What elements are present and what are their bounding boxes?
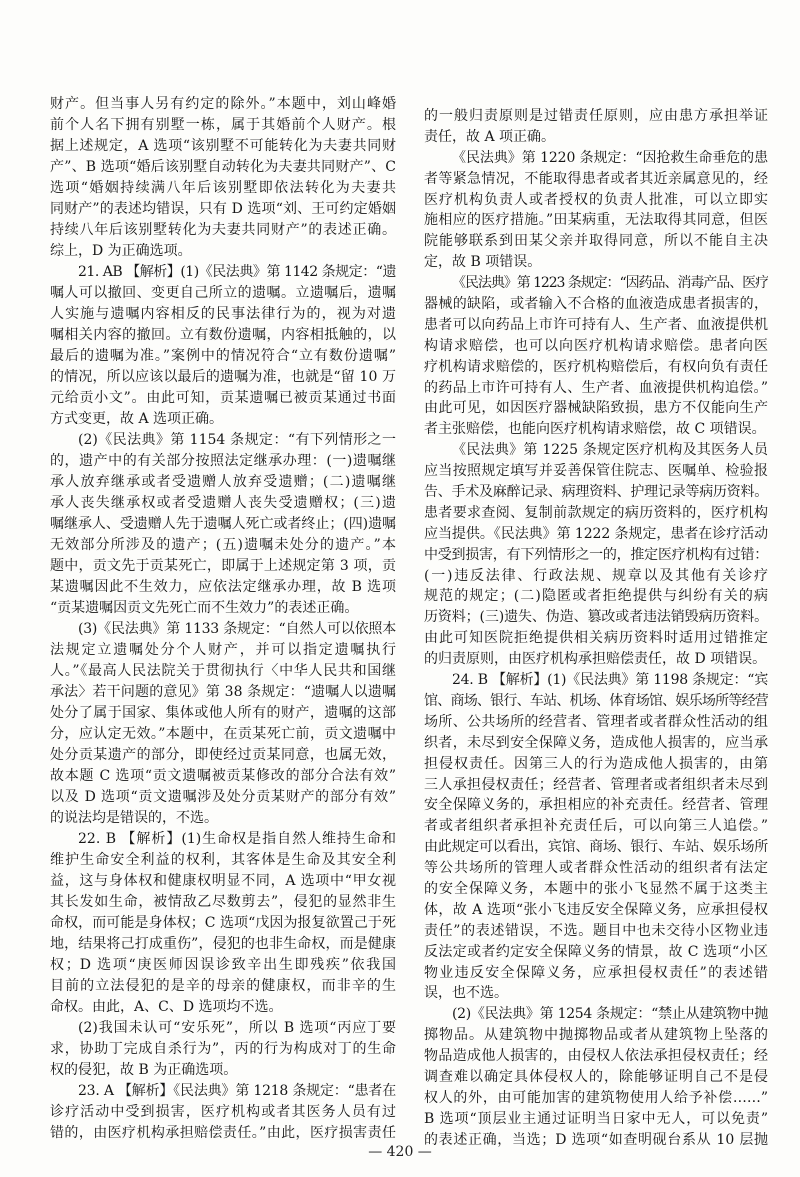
text-line: 规范的规定；(二)隐匿或者拒绝提供与纠纷有关的病 <box>424 588 768 605</box>
text-line: 目前的立法侵犯的是辛的母亲的健康权，而非辛的生 <box>50 978 396 994</box>
text-line: B 选项“顶层业主通过证明当日家中无人，可以免责” <box>424 1110 768 1127</box>
left-column <box>50 94 396 1144</box>
left-paragraph <box>50 829 396 1018</box>
text-line: 者或者组织者承担补充责任后，可以向第三人追偿。” <box>424 818 768 835</box>
text-line: 的归责原则，由医疗机构承担赔偿责任，故 D 项错误。 <box>424 651 767 668</box>
text-line: (一)违反法律、行政法规、规章以及其他有关诊疗 <box>424 567 768 584</box>
text-line: 的一般归责原则是过错责任原则，应由患方承担举证 <box>424 108 768 124</box>
text-line: 的情况，所以应该以最后的遗嘱为准，也就是“留 10 万 <box>50 369 396 385</box>
text-line: 者主张赔偿，也能向医疗机构请求赔偿，故 C 项错误。 <box>424 421 766 438</box>
text-line: 由此规定可以看出，宾馆、商场、银行、车站、娱乐场所 <box>424 839 768 856</box>
text-line: 某遗嘱因此不生效力，应依法定继承办理，故 B 选项 <box>50 579 396 595</box>
text-line: 命权，而可能是身体权；C 选项“戊因为报复欲置己于死 <box>50 915 396 931</box>
text-line: 告、手术及麻醉记录、病理资料、护理记录等病历资料。 <box>424 484 768 501</box>
text-line: 嘱相关内容的撤回。立有数份遗嘱，内容相抵触的，以 <box>50 327 396 343</box>
text-line: 《民法典》第 1223 条规定：“因药品、消毒产品、医疗 <box>452 275 768 292</box>
text-line: 权；D 选项“庚医师因误诊致辛出生即残疾”依我国 <box>50 957 396 973</box>
text-line: 求，协助丁完成自杀行为”，丙的行为构成对丁的生命 <box>50 1041 396 1057</box>
text-line: 历资料；(三)遗失、伪造、篡改或者违法销毁病历资料。 <box>424 609 768 626</box>
text-line: 22. B 【解析】(1)生命权是指自然人维持生命和 <box>78 831 396 847</box>
text-line: 的，遗产中的有关部分按照法定继承办理：(一)遗嘱继 <box>50 453 396 469</box>
text-line: 错的，由医疗机构承担赔偿责任。”由此，医疗损害责任 <box>50 1125 396 1141</box>
text-line: 患者要求查阅、复制前款规定的病历资料的，医疗机构 <box>424 504 768 521</box>
text-line: 嘱继承人、受遗赠人先于遗嘱人死亡或者终止；(四)遗嘱 <box>50 516 396 532</box>
text-line: 误，也不选。 <box>424 985 508 1002</box>
right-paragraph <box>424 1004 768 1150</box>
text-line: 施相应的医疗措施。”田某病重，无法取得其同意，但医 <box>424 212 768 229</box>
text-line: 其长发如生命，被情敌乙尽数剪去”，侵犯的显然非生 <box>50 894 396 910</box>
text-line: (2)我国未认可“安乐死”，所以 B 选项“丙应丁要 <box>78 1020 396 1036</box>
text-line: 体，故 A 选项“张小飞违反安全保障义务，应承担侵权 <box>424 901 768 918</box>
text-line: 命权。由此，A、C、D 选项均不选。 <box>50 999 283 1015</box>
text-line: 同财产”的表述均错误，只有 D 选项“刘、王可约定婚姻 <box>50 201 396 217</box>
left-paragraph <box>50 430 396 619</box>
text-line: 最后的遗嘱为准。”案例中的情况符合“立有数份遗嘱” <box>50 348 396 364</box>
text-line: 财产。但当事人另有约定的除外。”本题中，刘山峰婚 <box>50 96 396 112</box>
text-line: 患者可以向药品上市许可持有人、生产者、血液提供机 <box>424 316 768 333</box>
text-line: 物业违反安全保障义务，应承担侵权责任”的表述错 <box>424 964 768 981</box>
text-line: “贡某遗嘱因贡文先死亡而不生效力”的表述正确。 <box>50 600 359 616</box>
right-paragraph <box>424 670 768 1004</box>
text-line: 以及 D 选项“贡文遗嘱涉及处分贡某财产的部分有效” <box>50 789 396 805</box>
text-line: 由此可见，如因医疗器械缺陷致损，患方不仅能向生产 <box>424 400 768 417</box>
text-line: 权的侵犯，故 B 为正确选项。 <box>50 1062 238 1078</box>
text-line: 处分贡某遗产的部分，即使经过贡某同意，也属无效， <box>50 747 396 763</box>
text-line: 《民法典》第 1225 条规定医疗机构及其医务人员 <box>452 442 768 459</box>
text-line: (3)《民法典》第 1133 条规定：“自然人可以依照本 <box>78 621 396 637</box>
text-line: 方式变更，故 A 选项正确。 <box>50 411 224 427</box>
text-line: 等公共场所的管理人或者群众性活动的组织者有法定 <box>424 860 768 877</box>
text-line: 构请求赔偿，也可以向医疗机构请求赔偿。患者向医 <box>424 337 768 354</box>
left-paragraph <box>50 1081 396 1144</box>
right-paragraph <box>424 440 768 670</box>
text-line: 《民法典》第 1220 条规定：“因抢救生命垂危的患 <box>452 149 768 166</box>
text-line: 的药品上市许可持有人、生产者、血液提供机构追偿。” <box>424 379 768 396</box>
text-line: 人实施与遗嘱内容相反的民事法律行为的，视为对遗 <box>50 306 396 322</box>
left-paragraph <box>50 1018 396 1081</box>
text-line: 织者，未尽到安全保障义务，造成他人损害的，应当承 <box>424 734 768 751</box>
text-line: 的表述正确，当选；D 选项“如查明砚台系从 10 层抛 <box>424 1131 768 1148</box>
text-line: 安全保障义务的，承担相应的补充责任。经营者、管理 <box>424 797 768 814</box>
text-line: 馆、商场、银行、车站、机场、体育场馆、娱乐场所等经营 <box>424 692 768 709</box>
text-line: 应当按照规定填写并妥善保管住院志、医嘱单、检验报 <box>424 463 768 480</box>
text-line: 者等紧急情况，不能取得患者或者其近亲属意见的，经 <box>424 170 768 187</box>
text-line: 院能够联系到田某父亲并取得同意，所以不能自主决 <box>424 233 768 250</box>
text-line: 故本题 C 选项“贡文遗嘱被贡某修改的部分合法有效” <box>50 768 396 784</box>
text-line: 承人放弃继承或者受遗赠人放弃受遗赠；(二)遗嘱继 <box>50 474 396 490</box>
text-line: 责任”的表述错误，不选。题目中也未交待小区物业违 <box>424 922 768 939</box>
text-line: 承人丧失继承权或者受遗赠人丧失受遗赠权；(三)遗 <box>50 495 396 511</box>
text-line: 的说法均是错误的，不选。 <box>50 810 218 826</box>
text-line: 医疗机构负责人或者授权的负责人批准，可以立即实 <box>424 191 768 208</box>
text-line: 选项“婚姻持续满八年后该别墅即依法转化为夫妻共 <box>50 180 396 196</box>
left-paragraph <box>50 619 396 829</box>
text-line: 21. AB 【解析】(1)《民法典》第 1142 条规定：“遗 <box>78 264 396 280</box>
text-line: 地，结果将己打成重伤”，侵犯的也非生命权，而是健康 <box>50 936 396 952</box>
text-line: (2)《民法典》第 1154 条规定：“有下列情形之一 <box>78 432 396 448</box>
text-line: 承法〉若干问题的意见》第 38 条规定：“遗嘱人以遗嘱 <box>50 684 396 700</box>
right-paragraph <box>424 106 768 148</box>
text-line: 疗机构请求赔偿的，医疗机构赔偿后，有权向负有责任 <box>424 358 768 375</box>
text-line: 器械的缺陷，或者输入不合格的血液造成患者损害的， <box>424 296 768 313</box>
text-line: 前个人名下拥有别墅一栋，属于其婚前个人财产。根 <box>50 117 396 133</box>
text-line: 场所、公共场所的经营者、管理者或者群众性活动的组 <box>424 713 768 730</box>
text-line: 无效部分所涉及的遗产；(五)遗嘱未处分的遗产。”本 <box>50 537 396 553</box>
text-line: 三人承担侵权责任；经营者、管理者或者组织者未尽到 <box>424 776 768 793</box>
text-line: 维护生命安全利益的权利，其客体是生命及其安全利 <box>50 852 396 868</box>
text-line: (2)《民法典》第 1254 条规定：“禁止从建筑物中抛 <box>452 1006 768 1023</box>
text-line: 责任，故 A 项正确。 <box>424 128 556 145</box>
text-line: 反法定或者约定安全保障义务的情景，故 C 选项“小区 <box>424 943 768 960</box>
text-line: 益，这与身体权和健康权明显不同，A 选项中“甲女视 <box>50 873 396 889</box>
text-line: 掷物品。从建筑物中抛掷物品或者从建筑物上坠落的 <box>424 1027 768 1044</box>
text-line: 人。”《最高人民法院关于贯彻执行〈中华人民共和国继 <box>50 663 396 679</box>
text-line: 持续八年后该别墅转化为夫妻共同财产”的表述正确。 <box>50 222 396 238</box>
text-line: 应当提供。《民法典》第 1222 条规定，患者在诊疗活动 <box>424 525 768 542</box>
text-line: 24. B 【解析】(1)《民法典》第 1198 条规定：“宾 <box>452 672 768 689</box>
text-line: 元给贡小文”。由此可知，贡某遗嘱已被贡某通过书面 <box>50 390 396 406</box>
left-paragraph <box>50 262 396 430</box>
text-line: 中受到损害，有下列情形之一的，推定医疗机构有过错： <box>424 546 768 563</box>
text-line: 诊疗活动中受到损害，医疗机构或者其医务人员有过 <box>50 1104 396 1120</box>
left-paragraph <box>50 94 396 262</box>
text-line: 定，故 B 项错误。 <box>424 254 542 271</box>
text-line: 调查难以确定具体侵权人的，除能够证明自己不是侵 <box>424 1068 768 1085</box>
text-line: 分，应认定无效。”本题中，在贡某死亡前，贡文遗嘱中 <box>50 726 396 742</box>
text-line: 综上，D 为正确选项。 <box>50 243 192 259</box>
text-line: 担侵权责任。因第三人的行为造成他人损害的，由第 <box>424 755 768 772</box>
text-line: 嘱人可以撤回、变更自己所立的遗嘱。立遗嘱后，遗嘱 <box>50 285 396 301</box>
text-line: 处分了属于国家、集体或他人所有的财产，遗嘱的这部 <box>50 705 396 721</box>
text-line: 据上述规定，A 选项“该别墅不可能转化为夫妻共同财 <box>50 138 396 154</box>
page-number: — 420 — <box>368 1144 432 1160</box>
text-line: 的安全保障义务，本题中的张小飞显然不属于这类主 <box>424 880 768 897</box>
text-line: 物品造成他人损害的，由侵权人依法承担侵权责任；经 <box>424 1048 768 1065</box>
text-line: 权人的外，由可能加害的建筑物使用人给予补偿……” <box>424 1089 768 1106</box>
right-paragraph <box>424 273 768 440</box>
right-paragraph <box>424 148 768 273</box>
text-line: 23. A 【解析】《民法典》第 1218 条规定：“患者在 <box>78 1083 396 1099</box>
text-line: 题中，贡文先于贡某死亡，即属于上述规定第 3 项，贡 <box>50 558 396 574</box>
text-line: 产”、B 选项“婚后该别墅自动转化为夫妻共同财产”、C <box>50 159 396 175</box>
text-line: 法规定立遗嘱处分个人财产，并可以指定遗嘱执行 <box>50 642 396 658</box>
text-line: 由此可知医院拒绝提供相关病历资料时适用过错推定 <box>424 630 768 647</box>
right-column <box>424 106 768 1151</box>
